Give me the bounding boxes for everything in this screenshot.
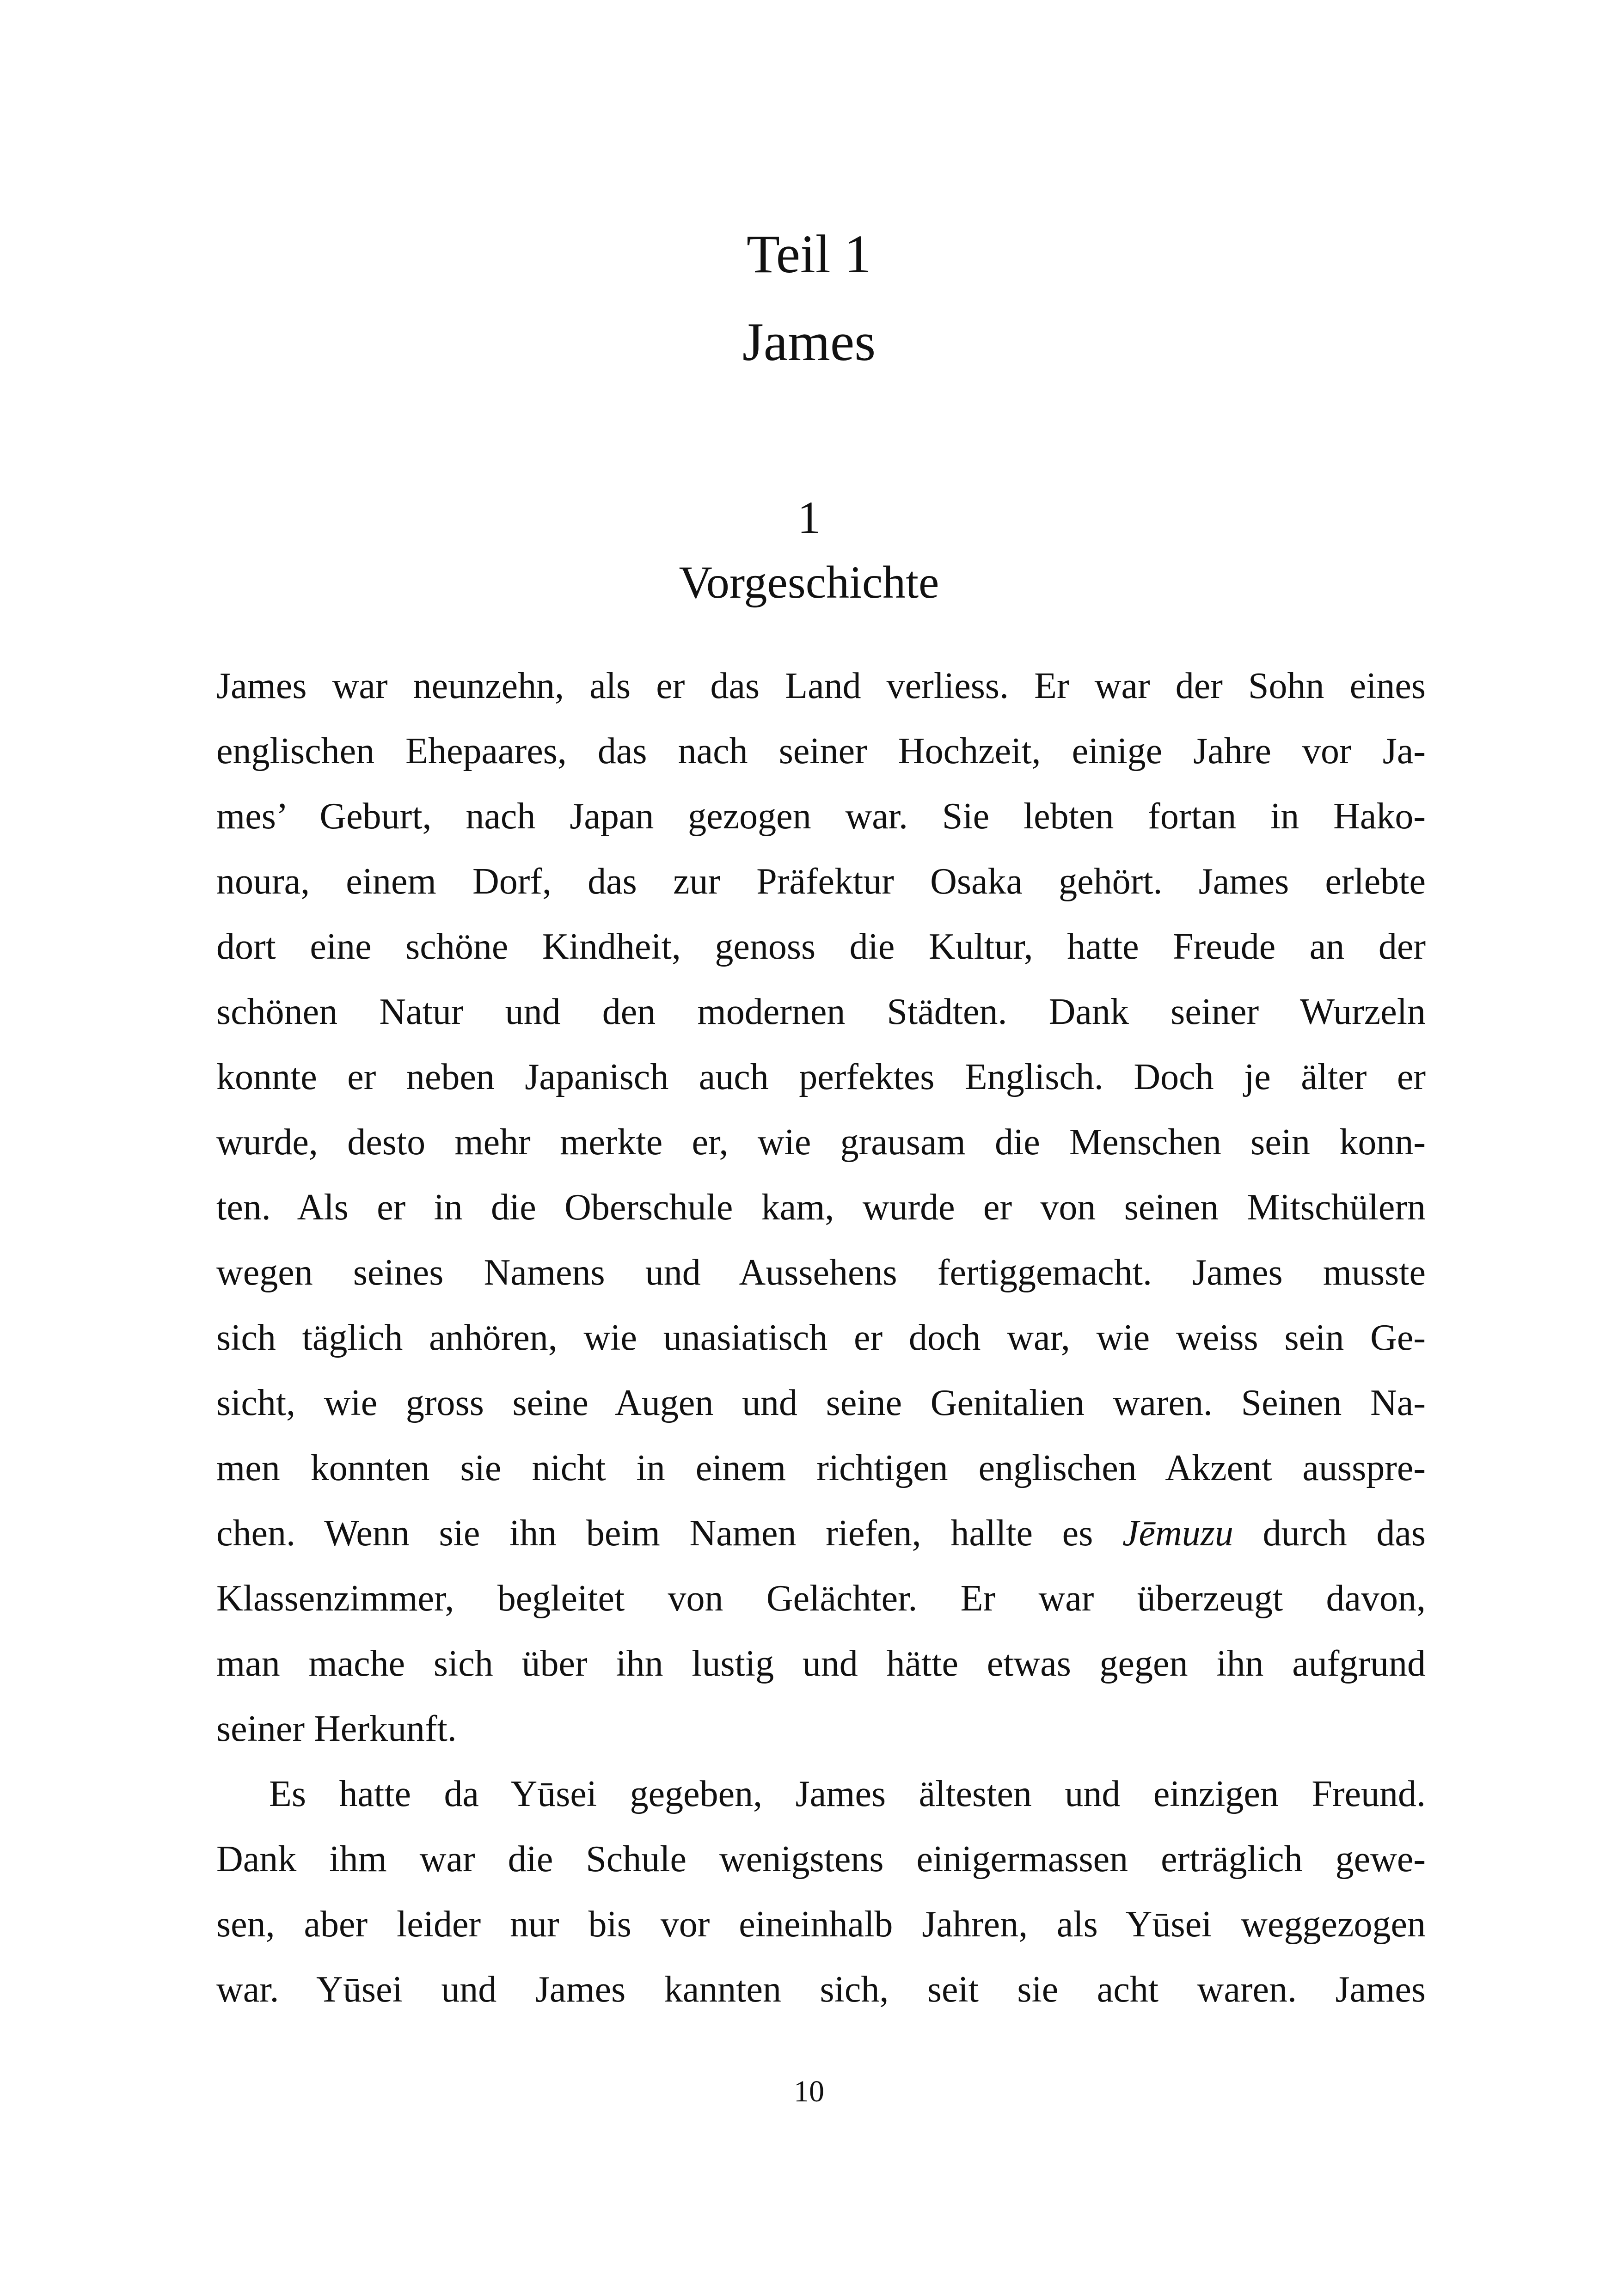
text-line: war. Yūsei und James kannten sich, seit sie acht waren. James bbox=[216, 1969, 1426, 2010]
part-label: Teil 1 bbox=[746, 224, 872, 284]
text-line: James war neunzehn, als er das Land verliess. Er war der Sohn eines bbox=[216, 666, 1426, 706]
chapter-number: 1 bbox=[797, 492, 821, 543]
text-line: Dank ihm war die Schule wenigstens einigermassen erträglich gewe- bbox=[216, 1839, 1426, 1880]
text-line: sen, aber leider nur bis vor eineinhalb Jahren, als Yūsei weggezogen bbox=[216, 1904, 1426, 1945]
text-line: englischen Ehepaares, das nach seiner Hochzeit, einige Jahre vor Ja- bbox=[216, 731, 1426, 771]
text-line: Klassenzimmer, begleitet von Gelächter. Er war überzeugt davon, bbox=[216, 1578, 1426, 1619]
text-line: sich täglich anhören, wie unasiatisch er doch war, wie weiss sein Ge- bbox=[216, 1317, 1426, 1358]
text-line: men konnten sie nicht in einem richtigen englischen Akzent ausspre- bbox=[216, 1448, 1426, 1488]
text-line: konnte er neben Japanisch auch perfektes Englisch. Doch je älter er bbox=[216, 1057, 1426, 1097]
text-line: wurde, desto mehr merkte er, wie grausam die Menschen sein konn- bbox=[216, 1122, 1426, 1163]
text-line: wegen seines Namens und Aussehens fertiggemacht. James musste bbox=[216, 1252, 1426, 1293]
page-number: 10 bbox=[794, 2075, 824, 2108]
italic-word: Jēmuzu bbox=[1122, 1513, 1233, 1554]
text-line: dort eine schöne Kindheit, genoss die Kultur, hatte Freude an der bbox=[216, 926, 1426, 967]
text-line: mes’ Geburt, nach Japan gezogen war. Sie lebten fortan in Hako- bbox=[216, 796, 1426, 837]
part-name: James bbox=[742, 312, 876, 372]
text-segment: durch das bbox=[1233, 1513, 1426, 1554]
part-heading bbox=[0, 210, 1618, 386]
text-line: sicht, wie gross seine Augen und seine Genitalien waren. Seinen Na- bbox=[216, 1383, 1426, 1423]
text-segment: chen. Wenn sie ihn beim Namen riefen, hallte es bbox=[216, 1513, 1122, 1554]
text-line: man mache sich über ihn lustig und hätte etwas gegen ihn aufgrund bbox=[216, 1643, 1426, 1684]
paragraph-end-line: seiner Herkunft. bbox=[216, 1708, 457, 1749]
chapter-heading bbox=[0, 485, 1618, 615]
text-line: schönen Natur und den modernen Städten. Dank seiner Wurzeln bbox=[216, 992, 1426, 1032]
paragraph-start-line: Es hatte da Yūsei gegeben, James ältesten und einzigen Freund. bbox=[269, 1774, 1426, 1814]
chapter-title: Vorgeschichte bbox=[679, 557, 939, 608]
text-line: ten. Als er in die Oberschule kam, wurde er von seinen Mitschülern bbox=[216, 1187, 1426, 1228]
body-text bbox=[216, 654, 1426, 2022]
text-line-with-italic bbox=[216, 1501, 1426, 1566]
text-line: noura, einem Dorf, das zur Präfektur Osaka gehört. James erlebte bbox=[216, 861, 1426, 902]
